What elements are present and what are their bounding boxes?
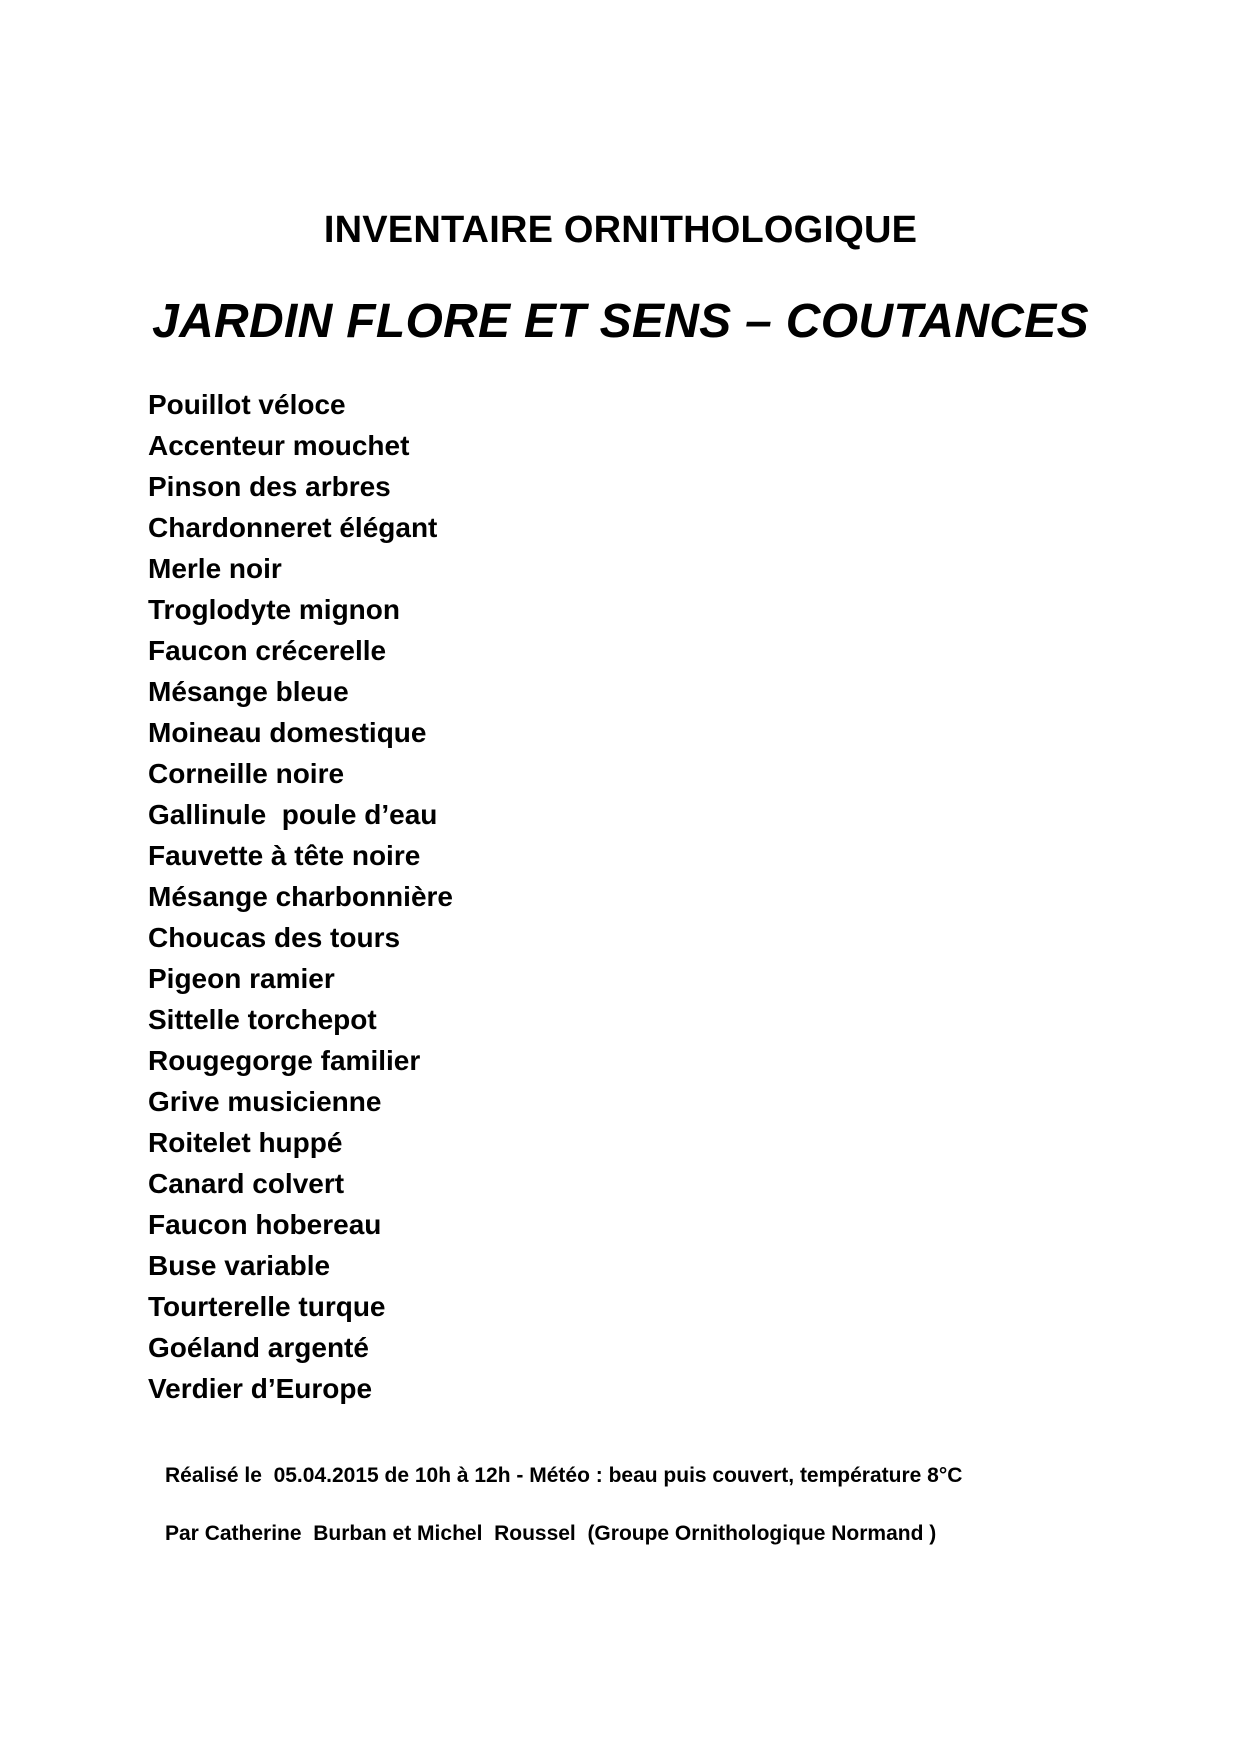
species-item: Goéland argenté (148, 1332, 369, 1363)
species-item: Mésange bleue (148, 676, 349, 707)
species-item: Merle noir (148, 553, 282, 584)
species-item: Chardonneret élégant (148, 512, 438, 543)
species-item: Faucon crécerelle (148, 635, 387, 666)
species-item: Grive musicienne (148, 1086, 382, 1117)
species-item: Pinson des arbres (148, 471, 391, 502)
species-item: Mésange charbonnière (148, 881, 453, 912)
species-item: Roitelet huppé (148, 1127, 343, 1158)
species-item: Fauvette à tête noire (148, 840, 421, 871)
species-item: Canard colvert (148, 1168, 345, 1199)
species-list (148, 384, 453, 1409)
species-item: Moineau domestique (148, 717, 427, 748)
species-item: Buse variable (148, 1250, 331, 1281)
species-item: Rougegorge familier (148, 1045, 421, 1076)
species-item: Gallinule poule d’eau (148, 799, 438, 830)
survey-date-weather: Réalisé le 05.04.2015 de 10h à 12h - Météo : beau puis couvert, température 8°C (165, 1464, 963, 1487)
document-title: INVENTAIRE ORNITHOLOGIQUE (323, 209, 918, 251)
species-item: Verdier d’Europe (148, 1373, 373, 1404)
species-item: Choucas des tours (148, 922, 401, 953)
species-item: Accenteur mouchet (148, 430, 410, 461)
document-subtitle: JARDIN FLORE ET SENS – COUTANCES (152, 295, 1089, 348)
species-item: Troglodyte mignon (148, 594, 400, 625)
species-item: Faucon hobereau (148, 1209, 382, 1240)
species-item: Tourterelle turque (148, 1291, 386, 1322)
species-item: Corneille noire (148, 758, 345, 789)
species-item: Sittelle torchepot (148, 1004, 377, 1035)
species-item: Pigeon ramier (148, 963, 335, 994)
survey-authors: Par Catherine Burban et Michel Roussel (Groupe Ornithologique Normand ) (165, 1522, 937, 1545)
species-item: Pouillot véloce (148, 389, 346, 420)
